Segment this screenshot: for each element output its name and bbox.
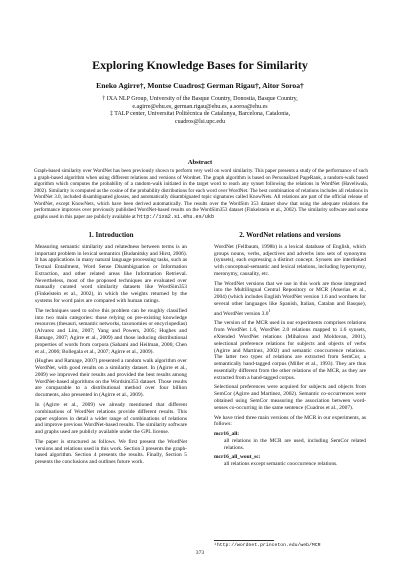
mcr-version-description: all relations except semantic cooccurrence relations. (224, 461, 338, 468)
mcr-version-item (214, 454, 366, 468)
author-list: Eneko Agirre†, Montse Cuadros‡ German Rigau†, Aitor Soroa† (96, 81, 304, 90)
footnote-url[interactable]: ¹http://wordnet.princeton.edu/web/MCR (214, 543, 321, 548)
intro-paragraph-3: (Hughes and Ramage, 2007) presented a random walk algorithm over WordNet, with good results on a similarity dataset. In (Agirre et al., 2009) we improved their results and provided the best results among WordNet-based algorithms on the Wordsim353 dataset. Those results are comparable to a distributional method over four billion documents, also presented in (Agirre et al., 2009). (35, 358, 187, 399)
paper-title: Exploring Knowledge Bases for Similarity (92, 58, 308, 72)
footnote-divider (214, 540, 274, 541)
left-column (35, 232, 187, 469)
page-number: 373 (195, 550, 205, 556)
wordnet-paragraph-3: The version of the MCR used in our experiments comprises relations from WordNet 1.6, WordNet 2.0 relations mapped to 1.6 synsets, eXtended WordNet relations (Mihalcea and Moldovan, 2001), selectional preference relations for subjects and objects of verbs (Agirre and Martinez, 2002) and semantic cooccurrence relations. The latter two types of relations are extracted from SemCor, a semantically hand-tagged corpus (Miller et al., 1993). They are thus essentially different from the other relations of the MCR, as they are extracted from a hand-tagged corpus. (214, 320, 366, 381)
abstract-heading: Abstract (187, 159, 213, 166)
wordnet-paragraph-5: We have tried three main versions of the MCR in our experiments, as follows: (214, 414, 366, 428)
wordnet-paragraph-4: Selectional preferences were acquired for subjects and objects from SemCor (Agirre and Martinez, 2002). Semantic co-occurrences were obtained using SemCor measuring the association between word-senses co-occurring in the same sentence (Cuadros et al., 2007). (214, 384, 366, 411)
affiliation-emails-2: cuadros@lsi.upc.edu (174, 118, 226, 125)
wordnet-paragraph-1: WordNet (Fellbaum, 1998b) is a lexical database of English, which groups nouns, verbs, adjectives and adverbs into sets of synonyms (synsets), each expressing a distinct concept. Synsets are interlinked with conceptual-semantic and lexical relations, including hypernymy, meronymy, causality, etc. (214, 243, 366, 277)
mcr-version-term: mcr16_all: (214, 431, 240, 438)
intro-paragraph-5: The paper is structured as follows. We first present the WordNet versions and relations used in this work. Section 3 presents the graph-based algorithm. Section 4 presents the results. Finally, Section 5 presents the conclusions and outlines future work. (35, 438, 187, 466)
abstract-text: Graph-based similarity over WordNet has been previously shown to perform very well on word similarity. This paper presents a study of the performance of such a graph-based algorithm when using different relations and versions of Wordnet. The graph algorithm is based on Personalized PageRank, a random-walk based algorithm which computes the probability of a random-walk initiated in the target word to reach any synset following the relations in WordNet (Haveliwala, 2002). Similarity is computed as the cosine of the probability distributions for each word over WordNet. The best combination of relations includes all relations in WordNet 3.0, included disambiguated glosses, and automatically disambiguated topic signatures called KnowNets. All relations are part of the official release of WordNet, except KnowNets, which have been derived automatically. The results over the WordSim 353 dataset show that using the adequate relations the performance improves over previously published WordNet-based results on the WordSim353 dataset (Finkelstein et al., 2002). The similarity software and some graphs used in this paper are publicly available at (34, 168, 368, 220)
abstract-url-link[interactable]: http://ixa2.si.ehu.es/ukb (136, 213, 215, 220)
affiliation-line-1: † IXA NLP Group, University of the Basque Country, Donostia, Basque Country, (102, 96, 298, 102)
intro-paragraph-2: The techniques used to solve this problem can be roughly classified into two main categories: those relying on pre-existing knowledge resources (thesauri, semantic networks, taxonomies or encyclopedias) (Alvarez and Lim, 2007; Yang and Powers, 2005; Hughes and Ramage, 2007; Agirre et al., 2009) and those inducing distributional properties of words from corpora (Sahami and Heilman, 2006; Chen et al., 2006; Bollegala et al., 2007; Agirre et al., 2009). (35, 307, 187, 355)
mcr-version-item (214, 431, 366, 451)
wordnet-paragraph-2-text: The WordNet versions that we use in this work are those integrated into the Multilingual Central Repository or MCR (Atserias et al., 2004) (which includes English WordNet version 1.6 and wordnets for several other languages like Spanish, Italian, Catalan and Basque), and WordNet version 3.0 (214, 280, 366, 317)
affiliation-emails-1: e.agirre@ehu.es, german.rigau@ehu.es, a.soroa@ehu.es (132, 103, 268, 110)
mcr-version-description: all relations in the MCR are used, including SemCor related relations. (224, 437, 366, 451)
section-heading-wordnet: 2. WordNet relations and versions (239, 231, 341, 239)
right-column (214, 232, 366, 471)
intro-paragraph-1: Measuring semantic similarity and relatedness between terms is an important problem in lexical semantics (Budanitsky and Hirst, 2006). It has applications in many natural language processing tasks, such as Textual Entailment, Word Sense Disambiguation or Information Extraction, and other related areas like Information Retrieval. Nevertheless, most of the proposed techniques are evaluated over manually curated word similarity datasets like WordSim353 (Finkelstein et al., 2002), in which the weights returned by the systems for word pairs are compared with human ratings. (35, 243, 187, 305)
intro-paragraph-4: In (Agirre et al., 2009) we already mentioned that different combinations of WordNet relations provide different results. This paper explores in detail a wider range of combinations of relations and improve previous WordNet-based results. The similarity software and graphs used are publicly available under the GPL license. (35, 401, 187, 436)
wordnet-paragraph-2 (214, 281, 366, 318)
mcr-version-term: mcr16_all_wout_sc: (214, 454, 261, 461)
affiliations (0, 96, 400, 126)
abstract-body (34, 168, 368, 220)
footnote-marker: 1 (268, 307, 271, 313)
affiliation-line-2: ‡ TALP center, Universitat Politècnica de Catalunya, Barcelona, Catalonia, (109, 111, 291, 118)
section-heading-introduction: 1. Introduction (88, 231, 134, 239)
